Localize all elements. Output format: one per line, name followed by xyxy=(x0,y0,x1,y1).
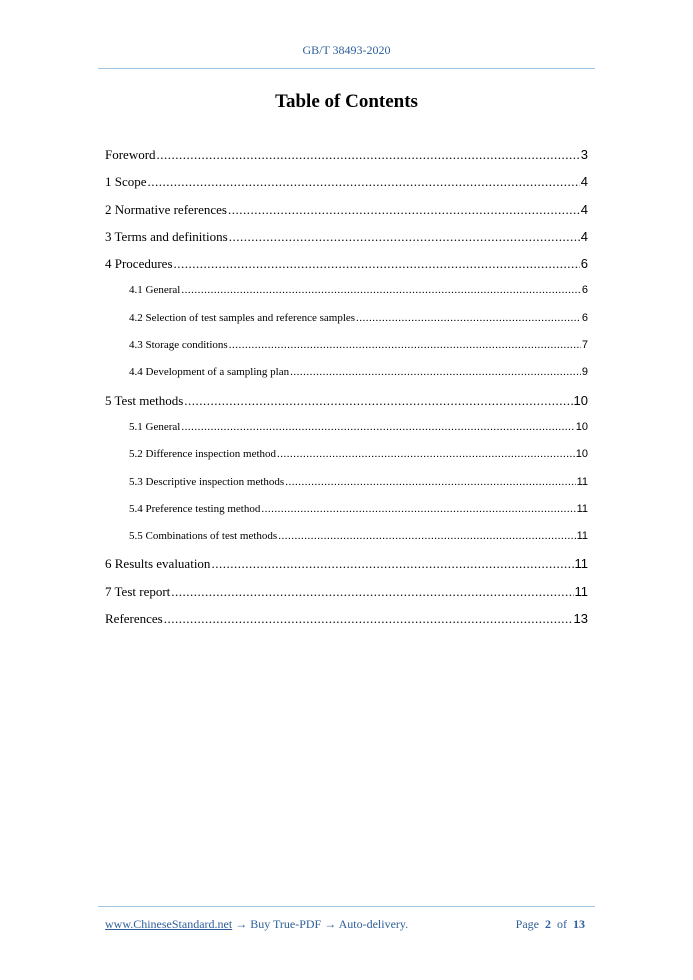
dot-leader xyxy=(229,332,581,359)
dot-leader xyxy=(229,223,580,250)
dot-leader xyxy=(277,441,575,468)
toc-entry[interactable] xyxy=(105,469,588,496)
toc-entry-page: 4 xyxy=(580,201,588,217)
toc-entry[interactable] xyxy=(105,359,588,386)
toc-entry-page: 11 xyxy=(576,502,588,515)
toc-entry-label: 5.4 Preference testing method xyxy=(129,502,261,515)
toc-entry-label: 3 Terms and definitions xyxy=(105,228,228,244)
dot-leader xyxy=(261,496,575,523)
toc-entry-page: 4 xyxy=(580,174,588,190)
toc-entry[interactable] xyxy=(105,332,588,359)
dot-leader xyxy=(171,578,573,605)
toc-entry-label: 7 Test report xyxy=(105,583,171,599)
site-link[interactable]: www.ChineseStandard.net xyxy=(105,917,233,931)
dot-leader xyxy=(278,523,575,550)
dot-leader xyxy=(184,387,572,414)
toc-entry[interactable] xyxy=(105,414,588,441)
toc-entry-label: 5.3 Descriptive inspection methods xyxy=(129,475,285,488)
toc-entry-page: 11 xyxy=(574,583,588,599)
toc-entry-page: 4 xyxy=(580,228,588,244)
page-total: 13 xyxy=(573,917,585,931)
dot-leader xyxy=(157,141,580,168)
page-of: of xyxy=(557,917,567,931)
toc-entry-label: 5.2 Difference inspection method xyxy=(129,448,277,461)
toc-entry[interactable] xyxy=(105,250,588,277)
toc-entry-page: 10 xyxy=(575,420,588,433)
dot-leader xyxy=(181,414,574,441)
toc-entry-page: 11 xyxy=(576,530,588,543)
toc-entry-page: 3 xyxy=(580,147,588,162)
toc-entry[interactable] xyxy=(105,196,588,223)
toc-entry[interactable] xyxy=(105,141,588,168)
toc-entry-page: 11 xyxy=(574,556,588,572)
toc-entry-page: 7 xyxy=(581,339,588,352)
footer-divider xyxy=(98,906,595,907)
dot-leader xyxy=(164,605,573,632)
dot-leader xyxy=(148,168,580,195)
toc-entry[interactable] xyxy=(105,277,588,304)
running-header xyxy=(0,43,693,58)
page-current: 2 xyxy=(545,917,551,931)
toc-entry[interactable] xyxy=(105,387,588,414)
toc-entry-label: 4 Procedures xyxy=(105,256,173,272)
table-of-contents xyxy=(105,141,588,632)
dot-leader xyxy=(290,359,581,386)
toc-entry-label: 4.1 General xyxy=(129,284,181,297)
dot-leader xyxy=(228,196,580,223)
toc-entry[interactable] xyxy=(105,578,588,605)
page-number xyxy=(516,917,585,932)
toc-entry-page: 6 xyxy=(580,256,588,272)
toc-entry[interactable] xyxy=(105,223,588,250)
toc-entry-page: 6 xyxy=(581,284,588,297)
toc-entry-page: 13 xyxy=(573,611,588,627)
toc-entry-page: 10 xyxy=(573,392,588,408)
toc-entry[interactable] xyxy=(105,496,588,523)
toc-entry[interactable] xyxy=(105,305,588,332)
toc-entry-page: 6 xyxy=(581,311,588,324)
dot-leader xyxy=(285,469,575,496)
footer-promo xyxy=(105,917,408,932)
dot-leader xyxy=(181,277,581,304)
toc-entry[interactable] xyxy=(105,550,588,577)
toc-entry-label: 5 Test methods xyxy=(105,392,184,408)
toc-entry-label: 5.1 General xyxy=(129,420,181,433)
toc-entry-page: 10 xyxy=(575,448,588,461)
dot-leader xyxy=(174,250,580,277)
document-id: GB/T 38493-2020 xyxy=(302,43,391,57)
toc-entry-page: 9 xyxy=(581,366,588,379)
toc-entry[interactable] xyxy=(105,523,588,550)
toc-entry-label: 4.3 Storage conditions xyxy=(129,339,228,352)
toc-entry-label: 5.5 Combinations of test methods xyxy=(129,530,278,543)
toc-entry[interactable] xyxy=(105,441,588,468)
arrow-right-icon: → xyxy=(324,917,337,931)
toc-entry[interactable] xyxy=(105,605,588,632)
page-prefix: Page xyxy=(515,917,539,931)
page-title: Table of Contents xyxy=(275,91,418,112)
toc-entry-label: 2 Normative references xyxy=(105,201,227,217)
arrow-right-icon: → xyxy=(235,917,248,931)
delivery-text: Auto-delivery. xyxy=(338,917,409,931)
toc-entry[interactable] xyxy=(105,168,588,195)
dot-leader xyxy=(211,550,573,577)
toc-entry-label: 1 Scope xyxy=(105,174,147,190)
dot-leader xyxy=(356,305,581,332)
toc-entry-label: 4.2 Selection of test samples and reference samples xyxy=(129,311,356,324)
toc-entry-label: References xyxy=(105,611,163,627)
toc-entry-label: Foreword xyxy=(105,147,156,162)
toc-entry-page: 11 xyxy=(576,475,588,488)
toc-entry-label: 6 Results evaluation xyxy=(105,556,211,572)
buy-link[interactable]: Buy True-PDF xyxy=(250,917,322,931)
header-divider xyxy=(98,68,595,69)
toc-entry-label: 4.4 Development of a sampling plan xyxy=(129,366,290,379)
